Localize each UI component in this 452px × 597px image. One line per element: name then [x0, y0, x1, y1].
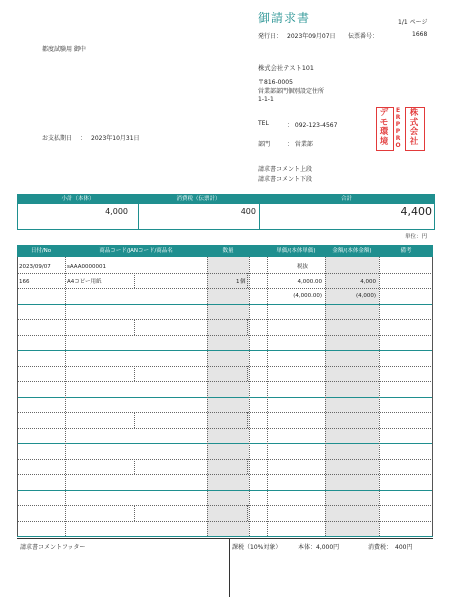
slip-number: 1668 [412, 31, 428, 38]
row-divider [17, 319, 433, 320]
summary-box [17, 194, 435, 230]
row-divider [17, 366, 433, 367]
header-date-no: 日付/No [30, 248, 52, 254]
row-divider [17, 335, 433, 336]
subtotal-label: 小計（本体） [18, 195, 138, 204]
due-date-separator: ： [80, 135, 87, 142]
row1-body-amount: (4,000) [355, 293, 376, 299]
table-left-border [17, 257, 18, 536]
tax-label: 消費税（伝票計） [138, 195, 259, 204]
cell-divider [134, 459, 135, 475]
tel-label: TEL [258, 120, 269, 127]
row1-amount: 4,000 [360, 279, 376, 285]
stamp-vertical-text: ERPPRO [395, 107, 401, 149]
column-divider [379, 257, 380, 536]
tax-body-label: 本体： [298, 544, 317, 551]
row-divider [17, 474, 433, 475]
footer-vertical-divider [229, 538, 230, 597]
row1-tax-flag: 税抜 [297, 264, 309, 270]
header-amount: 金額/(本体金額) [332, 248, 372, 254]
group-divider [17, 490, 433, 491]
cell-divider [247, 412, 248, 428]
due-date: 2023年10月31日 [91, 135, 140, 142]
page-number: 1/1 ページ [398, 19, 428, 26]
group-divider [17, 350, 433, 351]
group-divider [17, 304, 433, 305]
cell-divider [134, 366, 135, 382]
group-divider [17, 397, 433, 398]
group-divider [17, 443, 433, 444]
column-divider [65, 257, 66, 536]
department-name: ： 営業部 [287, 141, 313, 148]
total-label: 合計 [259, 195, 434, 204]
footer-comment: 請求書コメントフッター [20, 544, 86, 551]
stamp-right-text: 株式会社 [409, 108, 419, 147]
row1-unit-price: 4,000.00 [297, 279, 322, 285]
consumption-tax-amount: 400円 [395, 544, 413, 551]
comment-lower: 請求書コメント下段 [258, 176, 313, 183]
cell-divider [247, 319, 248, 335]
row-divider [17, 288, 433, 289]
tax-value: 400 [240, 207, 256, 216]
subtotal-value: 4,000 [105, 207, 128, 216]
cell-divider [134, 505, 135, 521]
tel-number: ： 092-123-4567 [287, 122, 338, 129]
cell-divider [134, 412, 135, 428]
header-product: 商品コード/JANコード/商品名 [99, 248, 173, 254]
issuer-address-2: 1-1-1 [258, 96, 274, 103]
cell-divider [134, 319, 135, 335]
row-divider [17, 428, 433, 429]
cell-divider [247, 273, 248, 289]
unit-label: 単位：円 [405, 234, 428, 240]
cell-divider [247, 366, 248, 382]
total-value: 4,400 [400, 205, 432, 218]
row-divider [17, 381, 433, 382]
comment-upper: 請求書コメント上段 [258, 166, 313, 173]
footer-divider [17, 538, 433, 539]
header-qty: 数量 [222, 248, 234, 254]
row1-product-name: A4コピー用紙 [67, 279, 102, 285]
row1-qty-unit: 個 [240, 279, 246, 285]
cell-divider [247, 505, 248, 521]
column-divider [249, 257, 250, 536]
column-divider [207, 257, 208, 536]
row-divider [17, 521, 433, 522]
issuer-company: 株式会社テスト101 [258, 65, 314, 72]
row-divider [17, 459, 433, 460]
cell-divider [247, 459, 248, 475]
table-header [17, 245, 433, 257]
row-divider [17, 412, 433, 413]
table-right-border [432, 257, 433, 536]
tax-breakdown-label: 課税（10%対象） [232, 544, 282, 551]
stamp-left-text: デモ環境 [379, 108, 389, 147]
detail-table [17, 245, 433, 538]
document-title: 御請求書 [258, 11, 311, 25]
issuer-address: 営業部部門個別設定住所 [258, 88, 325, 95]
tax-body-amount: 4,000円 [316, 544, 340, 551]
cell-divider [134, 273, 135, 289]
group-divider [17, 536, 433, 537]
issuer-postal-code: 〒816-0005 [258, 79, 293, 86]
slip-number-label: 伝票番号： [348, 33, 379, 40]
row1-date: 2023/09/07 [19, 264, 51, 270]
header-remarks: 備考 [400, 248, 412, 254]
consumption-tax-label: 消費税： [368, 544, 393, 551]
row1-number: 166 [19, 279, 30, 285]
department-label: 部門 [258, 141, 271, 148]
row-divider [17, 505, 433, 506]
row1-product-code: sAAA0000001 [67, 264, 106, 270]
company-seal-stamp [376, 105, 426, 151]
row1-body-unit-price: (4,000.00) [293, 293, 322, 299]
due-date-label: お支払期日 [42, 135, 73, 142]
header-unit-price: 単価/(本体単価) [276, 248, 316, 254]
row1-qty: 1 [236, 279, 240, 285]
issue-date-label: 発行日： [258, 33, 283, 40]
issue-date: 2023年09月07日 [287, 33, 336, 40]
customer-name: 都度試験用 御中 [42, 46, 86, 53]
